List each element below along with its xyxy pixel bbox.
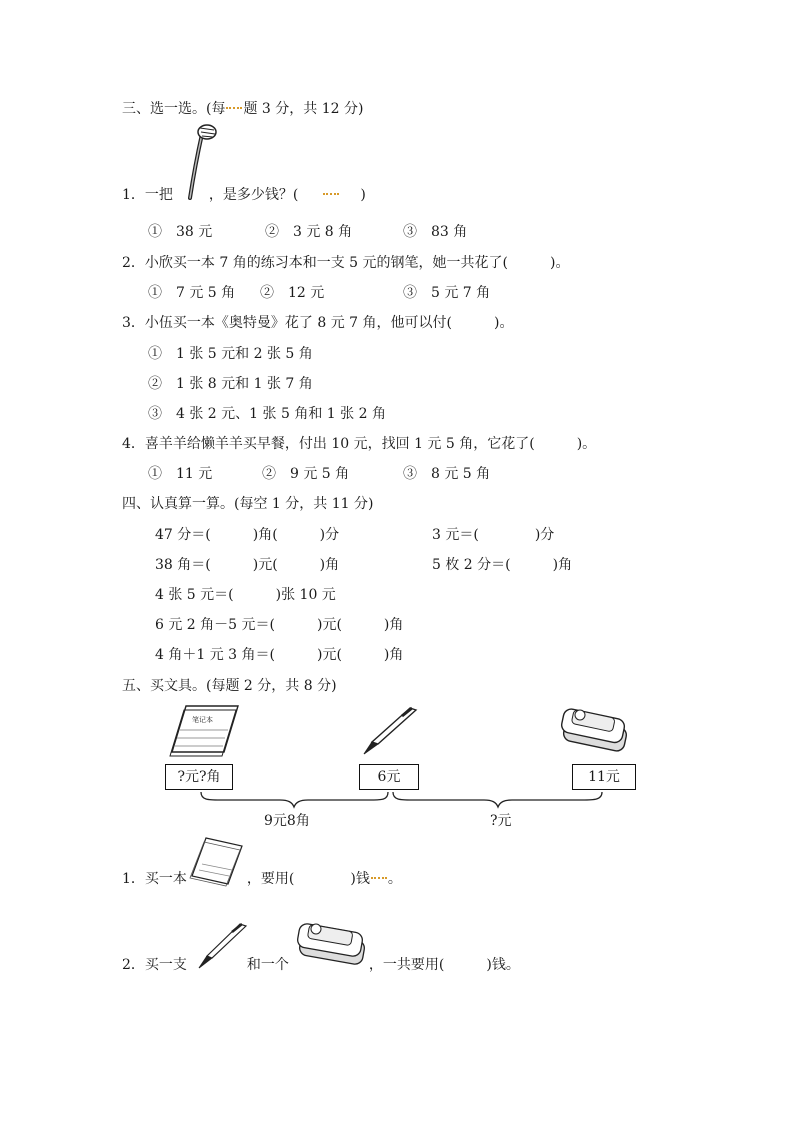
q4-option-1: ① 11 元 [148,466,213,482]
q4-option-3: ③ 8 元 5 角 [403,466,491,482]
q2-option-3: ③ 5 元 7 角 [403,285,491,301]
q3-option-1: ① 1 张 5 元和 2 张 5 角 [148,346,313,362]
q3-text: 3．小伍买一本《奥特曼》花了 8 元 7 角，他可以付( )。 [122,315,514,331]
pen-small-icon [196,922,248,970]
calc-item: 47 分＝( )角( )分 [155,527,340,543]
pencil-case-icon [558,698,630,756]
q3-option-2: ② 1 张 8 元和 1 张 7 角 [148,376,313,392]
calc-item: 6 元 2 角－5 元＝( )元( )角 [155,617,404,633]
pencil-case-small-icon [294,910,370,970]
section5-title: 五、买文具。(每题 2 分，共 8 分) [122,678,337,694]
brace-label-sum: 9元8角 [264,813,310,829]
brace-label-unknown: ?元 [490,813,512,829]
section3-title: 三、选一选。(每 题 3 分，共 12 分) [122,101,364,117]
blank-mark [226,107,242,109]
q1-option-2: ② 3 元 8 角 [265,224,353,240]
notebook-small-icon [190,836,244,886]
price-box-pen: 6元 [359,764,419,790]
calc-item: 4 角＋1 元 3 角＝( )元( )角 [155,647,404,663]
blank-mark [323,193,339,195]
q1-option-1: ① 38 元 [148,224,213,240]
q4-option-2: ② 9 元 5 角 [262,466,350,482]
buy-q2-line: 2．买一支 和一个 ，一共要用( )钱。 [122,957,520,973]
notebook-cover-label: 笔记本 [192,716,213,724]
q2-text: 2．小欣买一本 7 角的练习本和一支 5 元的钢笔，她一共花了( )。 [122,255,570,271]
calc-item: 3 元＝( )分 [432,527,555,543]
calc-item: 38 角＝( )元( )角 [155,557,340,573]
price-box-pencil-case: 11元 [572,764,636,790]
price-box-notebook: ?元?角 [165,764,233,790]
calc-item: 5 枚 2 分＝( )角 [432,557,573,573]
brace-left [200,790,390,808]
q1-line: 1．一把 ，是多少钱？( ) [122,187,366,203]
q3-option-3: ③ 4 张 2 元、1 张 5 角和 1 张 2 角 [148,406,386,422]
q2-option-2: ② 12 元 [260,285,325,301]
buy-q1-line: 1．买一本 ，要用( )钱 。 [122,871,402,887]
q4-text: 4．喜羊羊给懒羊羊买早餐，付出 10 元，找回 1 元 5 角，它花了( )。 [122,436,597,452]
brace-right [392,790,604,808]
blank-mark [371,877,387,879]
q2-option-1: ① 7 元 5 角 [148,285,236,301]
section4-title: 四、认真算一算。(每空 1 分，共 11 分) [122,496,374,512]
calc-item: 4 张 5 元＝( )张 10 元 [155,587,336,603]
notebook-icon [168,702,240,756]
q1-option-3: ③ 83 角 [403,224,468,240]
pen-icon [360,706,420,756]
